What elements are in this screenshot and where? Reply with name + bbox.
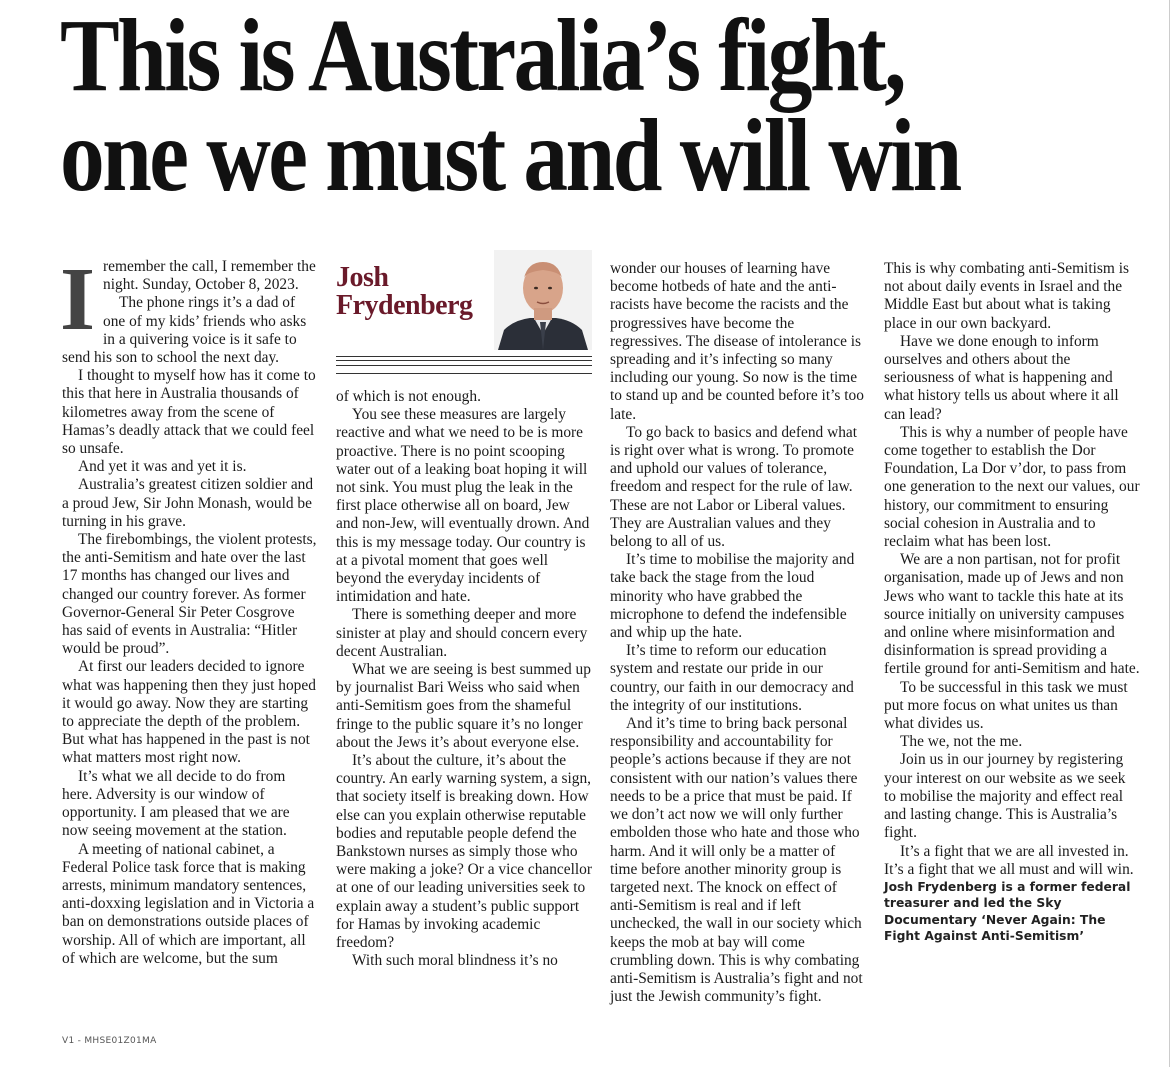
paragraph: The firebombings, the violent protests, the anti-Semitism and hate over the last 17 months has changed our lives and changed our country forever. As former Governor-General Sir Peter Cosgrove has said of events in Australia: “Hitler would be proud”. [62, 531, 317, 658]
drop-cap: I [60, 250, 96, 349]
headline-line-2: one we must and will win [60, 98, 960, 213]
paragraph: There is something deeper and more sinister at play and should concern every decent Australian. [336, 606, 588, 660]
paragraph: It’s a fight that we are all invested in. It’s a fight that we all must and will win. [884, 842, 1134, 878]
paragraph: This is why combating anti-Semitism is not about daily events in Israel and the Middle East but about what is taking place in our own backyard. [884, 260, 1129, 332]
author-photo [494, 250, 592, 350]
page-code-footer: V1 - MHSE01Z01MA [62, 1036, 157, 1046]
paragraph: of which is not enough. [336, 388, 481, 405]
opening-text: remember the call, I remember the night. Sunday, October 8, 2023. [103, 258, 316, 294]
paragraph: I thought to myself how has it come to this that here in Australia thousands of kilometres away from the scene of Hamas’s deadly attack that we could feel so unsafe. [62, 367, 316, 458]
headline-line-1: This is Australia’s fight, [60, 0, 905, 113]
author-bio: Josh Frydenberg is a former federal treasurer and led the Sky Documentary ‘Never Again: The Fight Against Anti-Semitism’ [884, 879, 1131, 944]
byline-box [336, 250, 592, 380]
paragraph: Australia’s greatest citizen soldier and a proud Jew, Sir John Monash, would be turning in his grave. [62, 476, 314, 530]
paragraph: What we are seeing is best summed up by journalist Bari Weiss who said when anti-Semitism goes from the shameful fringe to the public square it’s no longer about the Jews it’s about everyone else. [336, 661, 591, 751]
paragraph: Join us in our journey by registering your interest on our website as we seek to mobilise the majority and effect real and lasting change. This is Australia’s fight. [884, 751, 1126, 842]
paragraph: wonder our houses of learning have become hotbeds of hate and the anti-racists have become the racists and the progressives have become the regressives. The disease of intolerance is spreading and it’s infecting so many including our young. So now is the time to stand up and be counted before it’s too late. [610, 260, 864, 423]
paragraph: Have we done enough to inform ourselves and others about the seriousness of what is happening and what history tells us about where it all can lead? [884, 332, 1119, 423]
paragraph: It’s time to mobilise the majority and take back the stage from the loud minority who have grabbed the microphone to defend the indefensible and whip up the hate. [610, 551, 855, 642]
paragraph: With such moral blindness it’s no [352, 952, 558, 970]
author-byline [336, 264, 473, 320]
article-column-4 [884, 260, 1140, 945]
paragraph: At first our leaders decided to ignore what was happening then they just hoped it would go away. Now they are starting to appreciate the depth of the problem. But what has happened in the past is not what matters most right now. [62, 658, 316, 767]
paragraph: A meeting of national cabinet, a Federal Police task force that is making arrests, minimum mandatory sentences, anti-doxxing legislation and in Victoria a ban on demonstrations outside places of worship. All of which are important, all of which are welcome, but the sum [62, 840, 315, 967]
author-portrait-icon [494, 250, 592, 350]
paragraph: The phone rings it’s a dad of one of my kids’ friends who asks in a quivering voice is it safe to send his son to school the next day. [62, 294, 307, 367]
article-column-3 [610, 260, 866, 1006]
paragraph: To go back to basics and defend what is right over what is wrong. To promote and uphold our values of tolerance, freedom and respect for the rule of law. These are not Labor or Liberal values. They are Australian values and they belong to all of us. [610, 423, 857, 551]
article-column-2 [336, 388, 592, 971]
paragraph: It’s what we all decide to do from here. Adversity is our window of opportunity. I am pleased that we are now seeing movement at the station. [62, 767, 290, 840]
paragraph: The we, not the me. [900, 733, 1023, 751]
paragraph: You see these measures are largely reactive and what we need to be is more proactive. There is no point scooping water out of a leaking boat hoping it will not sink. You must plug the leak in the first place otherwise all on board, Jew and non-Jew, will eventually drown. And this is my message today. Our country is at a pivotal moment that goes well beyond the everyday incidents of intimidation and hate. [336, 406, 590, 606]
article-column-1 [60, 250, 318, 968]
author-first-name: Josh [336, 262, 389, 293]
paragraph: And yet it was and yet it is. [78, 458, 247, 476]
author-last-name: Frydenberg [336, 290, 473, 321]
headline [60, 0, 989, 213]
paragraph: This is why a number of people have come together to establish the Dor Foundation, La Dor v’dor, to pass from one generation to the next our values, our history, our commitment to ensuring social cohesion in Australia and to reclaim what has been lost. [884, 423, 1140, 551]
paragraph: And it’s time to bring back personal responsibility and accountability for people’s actions because if they are not consistent with our nation’s values there needs to be a price that must be paid. If we don’t act now we will only further embolden those who hate and those who harm. And it will only be a matter of time before another minority group is targeted next. The knock on effect of anti-Semitism is real and if left unchecked, the wall in our society which keeps the mob at bay will come crumbling down. This is why combating anti-Semitism is Australia’s fight and not just the Jewish community’s fight. [610, 715, 863, 1006]
paragraph: It’s about the culture, it’s about the country. An early warning system, a sign, that society itself is breaking down. How else can you explain otherwise reputable bodies and reputable people defend the Bankstown nurses as simply those who were making a joke? Or a vice chancellor at one of our leading universities seek to explain away a student’s public support for Hamas by invoking academic freedom? [336, 752, 592, 952]
paragraph: To be successful in this task we must put more focus on what unites us than what divides us. [884, 678, 1128, 733]
decorative-rules [336, 356, 592, 374]
paragraph: We are a non partisan, not for profit organisation, made up of Jews and non Jews who want to tackle this hate at its source initially on university campuses and online where misinformation and disinformation is spread providing a fertile ground for anti-Semitism and hate. [884, 551, 1140, 678]
paragraph: It’s time to reform our education system and restate our pride in our country, our faith in our democracy and the integrity of our institutions. [610, 642, 854, 714]
